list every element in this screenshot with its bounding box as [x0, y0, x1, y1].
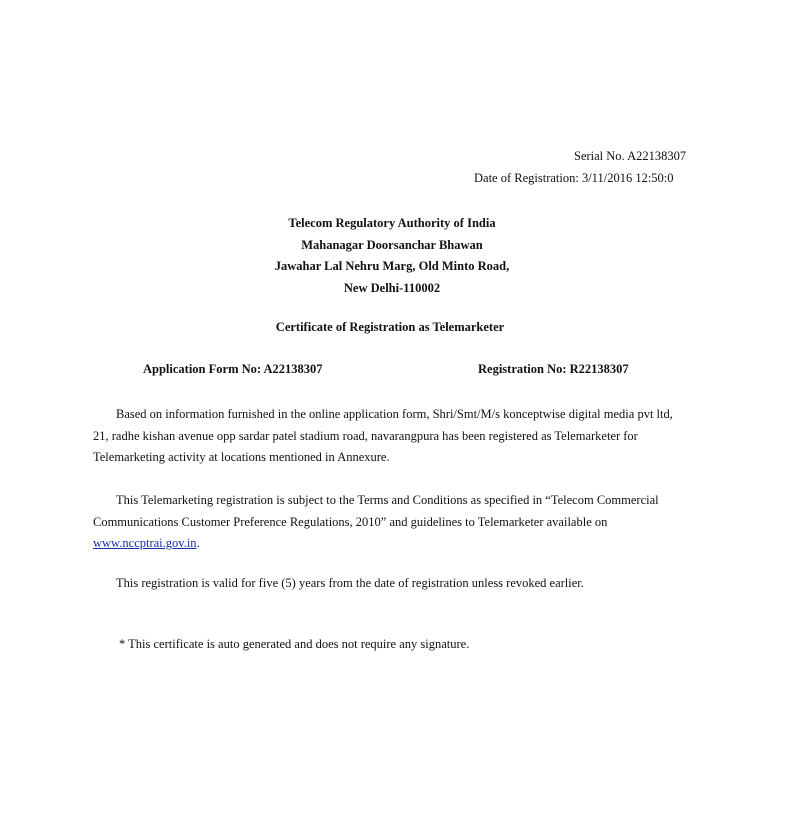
serial-number: Serial No. A22138307 [574, 149, 687, 163]
paragraph-line: This Telemarketing registration is subject to the Terms and Conditions as specified in “Telecom Commercial [116, 493, 659, 507]
application-form-number: Application Form No: A22138307 [143, 362, 323, 376]
authority-city: New Delhi-110002 [343, 280, 441, 295]
registration-date: Date of Registration: 3/11/2016 12:50:0 [474, 171, 674, 185]
authority-building: Mahanagar Doorsanchar Bhawan [301, 237, 483, 252]
paragraph-line [93, 533, 717, 555]
auto-generated-note: * This certificate is auto generated and does not require any signature. [119, 637, 470, 651]
paragraph-line: This registration is valid for five (5) years from the date of registration unless revoked earlier. [116, 576, 584, 590]
terms-paragraph [93, 490, 717, 555]
authority-address [93, 213, 691, 299]
paragraph-line: Telemarketing activity at locations mentioned in Annexure. [93, 450, 390, 465]
paragraph-line: Communications Customer Preference Regulations, 2010” and guidelines to Telemarketer available on [93, 514, 608, 529]
paragraph-line: Based on information furnished in the online application form, Shri/Smt/M/s konceptwise digital media pvt ltd, [116, 407, 673, 421]
validity-paragraph [93, 573, 717, 595]
authority-name: Telecom Regulatory Authority of India [288, 216, 496, 230]
registration-paragraph [93, 404, 717, 469]
certificate-title: Certificate of Registration as Telemarketer [275, 320, 505, 334]
registration-number: Registration No: R22138307 [478, 362, 629, 376]
paragraph-line: 21, radhe kishan avenue opp sardar patel stadium road, navarangpura has been registered as Telemarketer for [93, 428, 638, 443]
nccptrai-link[interactable]: www.nccptrai.gov.in [93, 536, 197, 551]
period: . [196, 536, 200, 551]
authority-street: Jawahar Lal Nehru Marg, Old Minto Road, [274, 259, 510, 273]
